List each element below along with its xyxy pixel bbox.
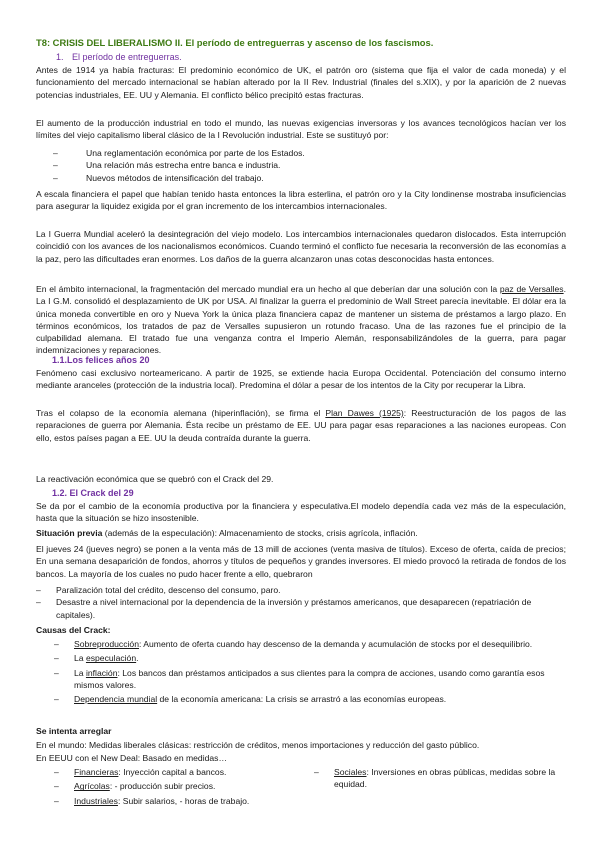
section-number: 1.2. — [52, 488, 68, 498]
list-item: – Dependencia mundial de la economía americana: La crisis se arrastró a las economías europeas. — [36, 693, 566, 705]
causes-heading: Causas del Crack: — [36, 625, 111, 635]
paragraph-cambio-economia: Se da por el cambio de la economía productiva por la financiera y especulativa.El modelo dependía cada vez más de la especulación, hasta que la situación se hizo insostenible. — [36, 501, 566, 524]
list-sustitutos — [36, 147, 566, 184]
list-item: – Desastre a nivel internacional por la dependencia de la inversión y préstamos americanos, que desaparecen (repatriación de capitales). — [36, 596, 566, 621]
section-number: 1.1. — [52, 355, 68, 365]
paragraph-situacion-previa: Situación previa (además de la especulación): Almacenamiento de stocks, crisis agrícola, inflación. — [36, 528, 418, 538]
new-deal-left-list — [54, 766, 304, 807]
section-label: El período de entreguerras. — [72, 52, 182, 62]
paragraph-ambito-internacional: En el ámbito internacional, la fragmentación del mercado mundial era un hecho al que deberían dar una solución con la paz de Versalles. La I G.M. consolidó el desplazamiento de UK por USA. Al finalizar la guerra el predominio de Wall Street parecía inevitable. El dólar era la única moneda convertible en oro y Nueva York la única plaza financiera capaz de mantener un sistema de préstamos a largo plazo. En términos económicos, los tratados de paz de Versalles supusieron un rotundo fracaso. Una de las razones fue el principio de la culpabilidad alemana. El tratado fue una venganza contra el Imperio Alemán, responsabilizándoles de la guerra, para pagar indemnizaciones y reparaciones. — [36, 284, 566, 356]
list-item: – Financieras: Inyección capital a bancos. — [54, 766, 304, 778]
paragraph-medidas-mundo: En el mundo: Medidas liberales clásicas: restricción de créditos, menos importaciones y reducción del gasto público. — [36, 740, 480, 750]
paragraph-new-deal: En EEUU con el New Deal: Basado en medidas… — [36, 753, 228, 763]
new-deal-right-list — [314, 766, 564, 791]
list-item: – Nuevos métodos de intensificación del trabajo. — [36, 172, 566, 184]
list-item: – Agrícolas: - producción subir precios. — [54, 780, 304, 792]
section-heading-1-1 — [52, 354, 150, 366]
paragraph-plan-dawes: Tras el colapso de la economía alemana (hiperinflación), se firma el Plan Dawes (1925): Reestructuración de los pagos de las reparaciones de guerra por Alemania. Ésta recibe un préstamo de EE. UU para pagar esas reparaciones a las naciones europeas. Con ello, estos países pagan a EE. UU la deuda contraída durante la guerra. — [36, 408, 566, 443]
section-label: Los felices años 20 — [67, 355, 150, 365]
list-item: – Sociales: Inversiones en obras públicas, medidas sobre la equidad. — [314, 766, 564, 791]
list-item: – Sobreproducción: Aumento de oferta cuando hay descenso de la demanda y acumulación de stocks por el desequilibrio. — [36, 638, 566, 650]
fix-heading: Se intenta arreglar — [36, 726, 112, 736]
paragraph-fenomeno: Fenómeno casi exclusivo norteamericano. A partir de 1925, se extiende hacia Europa Occidental. Potenciación del consumo interno mediante aranceles (protección de la industria local). Predomina el dólar a pesar de los intentos de la City por recuperar la Libra. — [36, 368, 566, 391]
list-causas — [36, 638, 566, 705]
list-item: – Una relación más estrecha entre banca e industria. — [36, 159, 566, 171]
paragraph-reactivacion: La reactivación económica que se quebró con el Crack del 29. — [36, 474, 274, 484]
document-title: T8: CRISIS DEL LIBERALISMO II. El período de entreguerras y ascenso de los fascismos. — [36, 37, 434, 48]
list-item: – La especulación. — [36, 652, 566, 664]
paragraph-escala-financiera: A escala financiera el papel que habían tenido hasta entonces la libra esterlina, el patrón oro y la City londinense mostraba insuficiencias para asegurar la liquidez exigida por el gran incremento de los intercambios internacionales. — [36, 189, 566, 212]
paragraph-jueves-negro: El jueves 24 (jueves negro) se ponen a la venta más de 13 mill de acciones (venta masiva de títulos). Exceso de oferta, caída de precios; En una semana desaparición de fondos, ahorros y títulos de pequeños y grandes inversores. El miedo provocó la retirada de fondos de los bancos. La mayoría de los cuales no pudo hacer frente a ello, quebraron — [36, 544, 566, 579]
paragraph-aumento-produccion: El aumento de la producción industrial en todo el mundo, las nuevas exigencias inversoras y los avances tecnológicos hacían ver los límites del viejo capitalismo liberal clásico de la I Revolución industrial. Este se sustituyó por: — [36, 118, 566, 141]
section-heading-1 — [56, 51, 182, 63]
section-label: El Crack del 29 — [69, 488, 134, 498]
section-heading-1-2 — [52, 487, 134, 499]
list-item: – Industriales: Subir salarios, - horas de trabajo. — [54, 795, 304, 807]
list-item: – Una reglamentación económica por parte de los Estados. — [36, 147, 566, 159]
list-consecuencias — [36, 584, 566, 621]
section-number: 1. — [56, 52, 64, 62]
list-item: – Paralización total del crédito, descenso del consumo, paro. — [36, 584, 566, 596]
plan-dawes-link: Plan Dawes (1925) — [325, 408, 404, 418]
list-item: – La inflación: Los bancos dan préstamos anticipados a sus clientes para la compra de acciones, usando como garantía esos mismos valores. — [36, 667, 566, 692]
paragraph-primera-guerra: La I Guerra Mundial aceleró la desintegración del viejo modelo. Los intercambios internacionales quedaron dislocados. Esta interrupción coincidió con los avances de los nacionalismos económicos. Cuando terminó el conflicto fue necesaria la reconversión de las economías a la paz, pero las dificultades eran enormes. Los daños de la guerra alcanzaron unas cotas desconocidas hasta entonces. — [36, 229, 566, 264]
paragraph-antes-1914: Antes de 1914 ya había fracturas: El predominio económico de UK, el patrón oro (sistema que fija el valor de cada moneda) y el funcionamiento del mercado internacional se habían alterado por la II Rev. Industrial (finales del s.XIX), y por la aparición de 2 nuevas potencias industriales, EE. UU y Alemania. El conflicto bélico precipitó estas fracturas. — [36, 65, 566, 100]
paz-versalles-link: paz de Versalles — [499, 284, 564, 294]
